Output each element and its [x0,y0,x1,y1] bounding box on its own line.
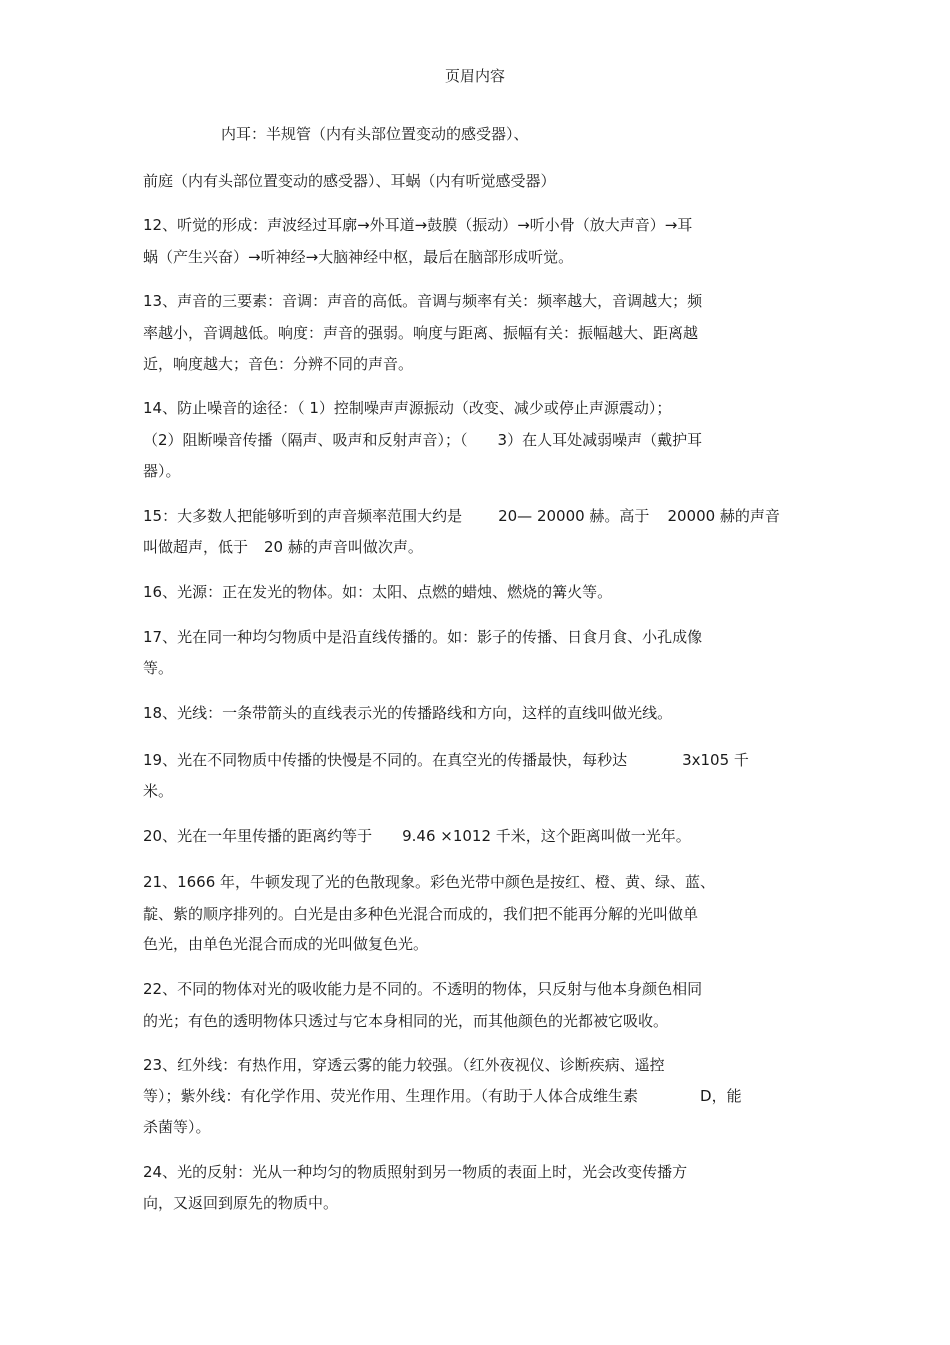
text-line: 23、红外线：有热作用，穿透云雾的能力较强。（红外夜视仪、诊断疾病、遥控 [143,1056,665,1074]
text-segment: 15：大多数人把能够听到的声音频率范围大约是 [143,507,463,525]
text-segment: 20— 20000 赫。高于 [498,507,650,525]
text-line: 21、1666 年，牛顿发现了光的色散现象。彩色光带中颜色是按红、橙、黄、绿、蓝、 [143,873,716,891]
text-line: 蜗（产生兴奋）→听神经→大脑神经中枢，最后在脑部形成听觉。 [143,248,574,266]
text-line: 米。 [143,782,174,800]
text-line [143,750,749,770]
text-line [143,1086,742,1106]
text-segment: D，能 [700,1087,742,1105]
text-line: 器）。 [143,462,181,480]
text-line [143,430,702,450]
text-segment: 9.46 ×1012 千米，这个距离叫做一光年。 [402,827,691,845]
text-line: 17、光在同一种均匀物质中是沿直线传播的。如：影子的传播、日食月食、小孔成像 [143,628,703,646]
text-segment: 20000 赫的声音 [667,507,780,525]
text-line: 近，响度越大；音色：分辨不同的声音。 [143,355,414,373]
text-segment: 20、光在一年里传播的距离约等于 [143,827,373,845]
text-line [143,506,780,526]
text-segment: 等）；紫外线：有化学作用、荧光作用、生理作用。（有助于人体合成维生素 [143,1087,639,1105]
text-line [143,826,691,846]
text-segment: （2）阻断噪音传播（隔声、吸声和反射声音）；（ [143,431,468,449]
text-line: 24、光的反射：光从一种均匀的物质照射到另一物质的表面上时，光会改变传播方 [143,1163,688,1181]
text-line: 14、防止噪音的途径：（ 1）控制噪声声源振动（改变、减少或停止声源震动）； [143,399,672,417]
text-segment: 3x105 千 [682,751,749,769]
text-segment: 3）在人耳处减弱噪声（戴护耳 [497,431,703,449]
text-line: 前庭（内有头部位置变动的感受器）、耳蜗（内有听觉感受器） [143,172,556,190]
text-line: 13、声音的三要素：音调：声音的高低。音调与频率有关：频率越大，音调越大；频 [143,292,703,310]
text-line [143,537,423,557]
text-line: 色光，由单色光混合而成的光叫做复色光。 [143,935,429,953]
text-line: 18、光线：一条带箭头的直线表示光的传播路线和方向，这样的直线叫做光线。 [143,704,673,722]
page-header: 页眉内容 [444,67,505,85]
text-line: 向，又返回到原先的物质中。 [143,1194,339,1212]
text-line: 靛、紫的顺序排列的。白光是由多种色光混合而成的，我们把不能再分解的光叫做单 [143,905,699,923]
text-segment: 叫做超声，低于 [143,538,249,556]
text-segment: 19、光在不同物质中传播的快慢是不同的。在真空光的传播最快，每秒达 [143,751,628,769]
text-line: 22、不同的物体对光的吸收能力是不同的。不透明的物体，只反射与他本身颜色相同 [143,980,703,998]
text-line: 率越小，音调越低。响度：声音的强弱。响度与距离、振幅有关：振幅越大、距离越 [143,324,699,342]
text-line: 16、光源：正在发光的物体。如：太阳、点燃的蜡烛、燃烧的篝火等。 [143,583,613,601]
text-line: 的光；有色的透明物体只透过与它本身相同的光，而其他颜色的光都被它吸收。 [143,1012,669,1030]
text-line: 内耳：半规管（内有头部位置变动的感受器）、 [221,125,529,143]
text-segment: 20 赫的声音叫做次声。 [264,538,423,556]
text-line: 等。 [143,659,174,677]
text-line: 杀菌等）。 [143,1118,211,1136]
text-line: 12、听觉的形成：声波经过耳廓→外耳道→鼓膜（振动）→听小骨（放大声音）→耳 [143,216,693,234]
